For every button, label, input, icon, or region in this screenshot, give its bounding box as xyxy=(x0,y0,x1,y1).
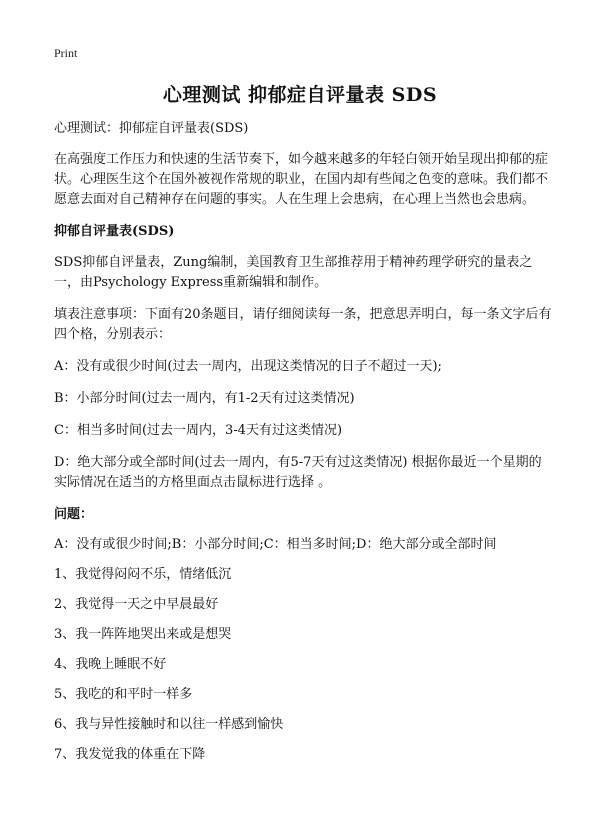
question-item: 3、我一阵阵地哭出来或是想哭 xyxy=(54,627,232,642)
print-link[interactable]: Print xyxy=(54,46,78,60)
option-b: B：小部分时间(过去一周内，有1-2天有过这类情况) xyxy=(54,391,355,406)
description-paragraph: SDS抑郁自评量表，Zung编制，美国教育卫生部推荐用于精神药理学研究的量表之一，由Psychology Express重新编辑和制作。 xyxy=(54,255,533,290)
intro-paragraph: 在高强度工作压力和快速的生活节奏下，如今越来越多的年轻白领开始呈现出抑郁的症状。心理医生这个在国外被视作常规的职业，在国内却有些闻之色变的意味。我们都不愿意去面对自己精神存在问题的事实。人在生理上会患病，在心理上当然也会患病。 xyxy=(54,152,549,207)
article-subtitle: 心理测试：抑郁症自评量表(SDS) xyxy=(54,121,249,136)
question-item: 7、我发觉我的体重在下降 xyxy=(54,747,206,762)
question-item: 4、我晚上睡眠不好 xyxy=(54,657,167,672)
questions-heading: 问题： xyxy=(54,507,94,522)
section-heading: 抑郁自评量表(SDS) xyxy=(54,224,175,239)
question-item: 6、我与异性接触时和以往一样感到愉快 xyxy=(54,717,284,732)
question-item: 2、我觉得一天之中早晨最好 xyxy=(54,597,219,612)
option-a: A：没有或很少时间(过去一周内，出现这类情况的日子不超过一天); xyxy=(54,359,442,374)
article-body xyxy=(54,119,554,775)
question-item: 5、我吃的和平时一样多 xyxy=(54,687,193,702)
question-list xyxy=(54,565,554,765)
option-c: C：相当多时间(过去一周内，3-4天有过这类情况) xyxy=(54,423,343,438)
question-item: 1、我觉得闷闷不乐，情绪低沉 xyxy=(54,567,232,582)
options-legend: A：没有或很少时间;B：小部分时间;C：相当多时间;D：绝大部分或全部时间 xyxy=(54,537,497,552)
option-d: D：绝大部分或全部时间(过去一周内，有5-7天有过这类情况) 根据你最近一个星期的实际情况在适当的方格里面点击鼠标进行选择 。 xyxy=(54,455,542,490)
page-title: 心理测试 抑郁症自评量表 SDS xyxy=(162,84,438,106)
instructions-paragraph: 填表注意事项：下面有20条题目，请仔细阅读每一条，把意思弄明白，每一条文字后有四个格，分别表示： xyxy=(54,307,552,342)
